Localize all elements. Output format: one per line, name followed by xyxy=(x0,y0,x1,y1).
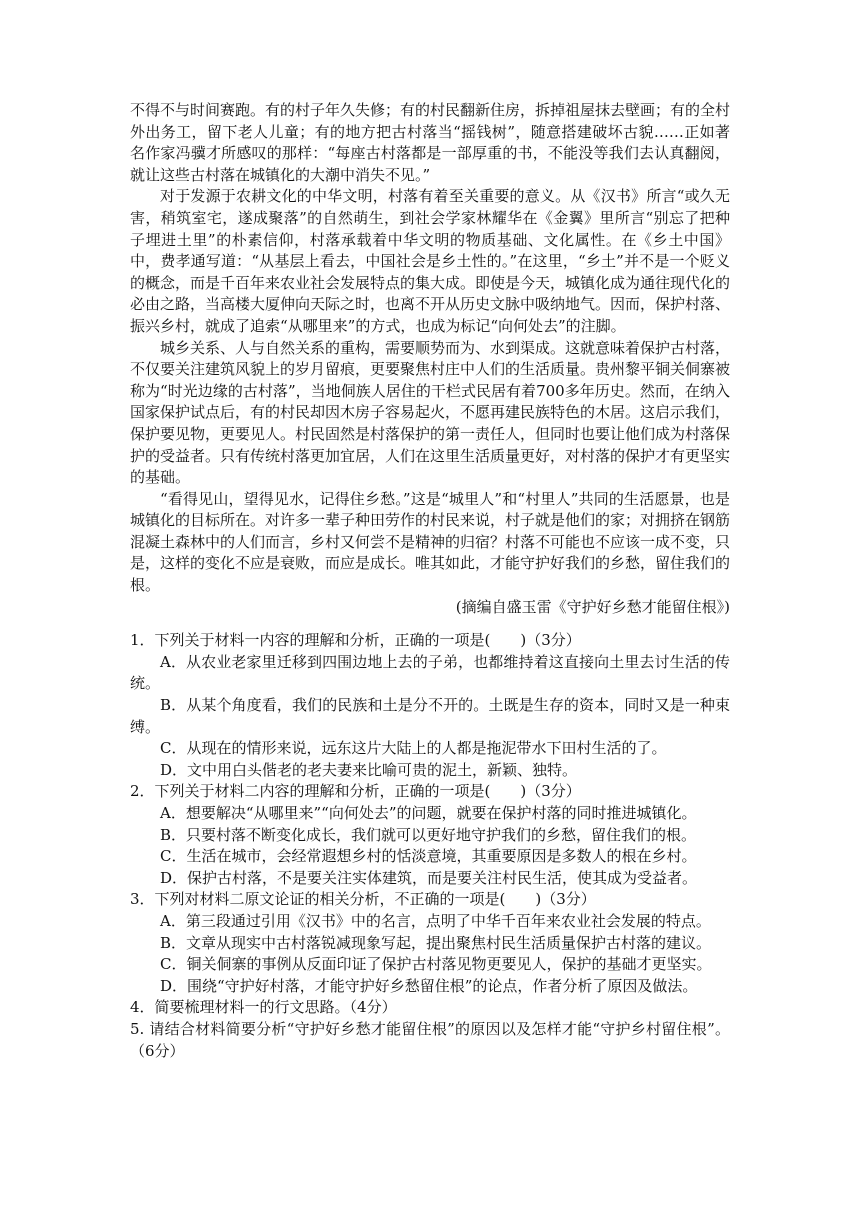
option-c: C．从现在的情形来说，远东这片大陆上的人都是拖泥带水下田村生活的了。 xyxy=(160,739,667,758)
document-page xyxy=(130,100,730,1062)
question-1 xyxy=(130,630,730,781)
option-c: C．铜关侗寨的事例从反面印证了保护古村落见物更要见人，保护的基础才更坚实。 xyxy=(160,955,712,974)
question-stem: 3．下列对材料二原文论证的相关分析，不正确的一项是( )（3分） xyxy=(130,890,596,909)
passage-paragraph-4: “看得见山，望得见水，记得住乡愁。”这是“城里人”和“村里人”共同的生活愿景，也是城镇化的目标所在。对许多一辈子种田劳作的村民来说，村子就是他们的家；对拥挤在钢筋混凝土森林中的人们而言，乡村又何尝不是精神的归宿？村落不可能也不应该一成不变，只是，这样的变化不应是衰败，而应是成长。唯其如此，才能守护好我们的乡愁，留住我们的根。 xyxy=(130,489,731,595)
option-a: A．第三段通过引用《汉书》中的名言，点明了中华千百年来农业社会发展的特点。 xyxy=(160,911,711,930)
question-stem: 2．下列关于材料二内容的理解和分析，正确的一项是( )（3分） xyxy=(130,782,581,801)
questions xyxy=(130,630,730,1062)
passage-paragraph-2: 对于发源于农耕文化的中华文明，村落有着至关重要的意义。从《汉书》所言“或久无害，稍筑室宅，遂成聚落”的自然萌生，到社会学家林耀华在《金翼》里所言“别忘了把种子埋进土里”的朴素信仰，村落承载着中华文明的物质基础、文化属性。在《乡土中国》中，费孝通写道：“从基层上看去，中国社会是乡土性的。”在这里，“乡土”并不是一个贬义的概念，而是千百年来农业社会发展特点的集大成。即使是今天，城镇化成为通往现代化的必由之路，当高楼大厦伸向天际之时，也离不开从历史文脉中吸纳地气。因而，保护村落、振兴乡村，就成了追索“从哪里来”的方式，也成为标记“向何处去”的注脚。 xyxy=(130,187,731,335)
question-stem: 5. 请结合材料简要分析“守护好乡愁才能留住根”的原因以及怎样才能“守护乡村留住根”。（6分） xyxy=(130,1019,730,1060)
passage xyxy=(130,100,730,618)
question-stem: 4．简要梳理材料一的行文思路。（4分） xyxy=(130,998,397,1017)
question-stem: 1．下列关于材料一内容的理解和分析，正确的一项是( )（3分） xyxy=(130,631,581,650)
question-3 xyxy=(130,889,730,997)
question-2 xyxy=(130,781,730,889)
question-4 xyxy=(130,997,730,1019)
option-b: B．只要村落不断变化成长，我们就可以更好地守护我们的乡愁，留住我们的根。 xyxy=(160,825,697,844)
question-5 xyxy=(130,1019,730,1062)
passage-paragraph-1: 不得不与时间赛跑。有的村子年久失修；有的村民翻新住房，拆掉祖屋抹去壁画；有的全村外出务工，留下老人儿童；有的地方把古村落当“摇钱树”，随意搭建破坏古貌……正如著名作家冯骥才所感叹的那样：“每座古村落都是一部厚重的书，不能没等我们去认真翻阅，就让这些古村落在城镇化的大潮中消失不见。” xyxy=(130,101,731,184)
option-d: D．文中用白头偕老的老夫妻来比喻可贵的泥土，新颖、独特。 xyxy=(160,760,578,779)
option-d: D．保护古村落，不是要关注实体建筑，而是要关注村民生活，使其成为受益者。 xyxy=(160,868,698,887)
passage-source: (摘编自盛玉雷《守护好乡愁才能留住根》) xyxy=(455,597,730,616)
option-a: A．从农业老家里迁移到四围边地上去的子弟，也都维持着这直接向土里去讨生活的传统。 xyxy=(130,652,730,693)
passage-paragraph-3: 城乡关系、人与自然关系的重构，需要顺势而为、水到渠成。这就意味着保护古村落，不仅要关注建筑风貌上的岁月留痕，更要聚焦村庄中人们的生活质量。贵州黎平铜关侗寨被称为“时光边缘的古村落”，当地侗族人居住的干栏式民居有着700多年历史。然而，在纳入国家保护试点后，有的村民却因木房子容易起火，不愿再建民族特色的木居。这启示我们，保护要见物，更要见人。村民固然是村落保护的第一责任人，但同时也要让他们成为村落保护的受益者。只有传统村落更加宜居，人们在这里生活质量更好，对村落的保护才有更坚实的基础。 xyxy=(130,338,731,487)
option-a: A．想要解决“从哪里来”“向何处去”的问题，就要在保护村落的同时推进城镇化。 xyxy=(160,804,697,822)
option-c: C．生活在城市，会经常遐想乡村的恬淡意境，其重要原因是多数人的根在乡村。 xyxy=(160,847,697,866)
option-b: B．文章从现实中古村落锐减现象写起，提出聚焦村民生活质量保护古村落的建议。 xyxy=(160,933,712,952)
option-d: D．围绕“守护好村落，才能守护好乡愁留住根”的论点，作者分析了原因及做法。 xyxy=(160,976,698,995)
option-b: B．从某个角度看，我们的民族和土是分不开的。土既是生存的资本，同时又是一种束缚。 xyxy=(130,696,730,736)
